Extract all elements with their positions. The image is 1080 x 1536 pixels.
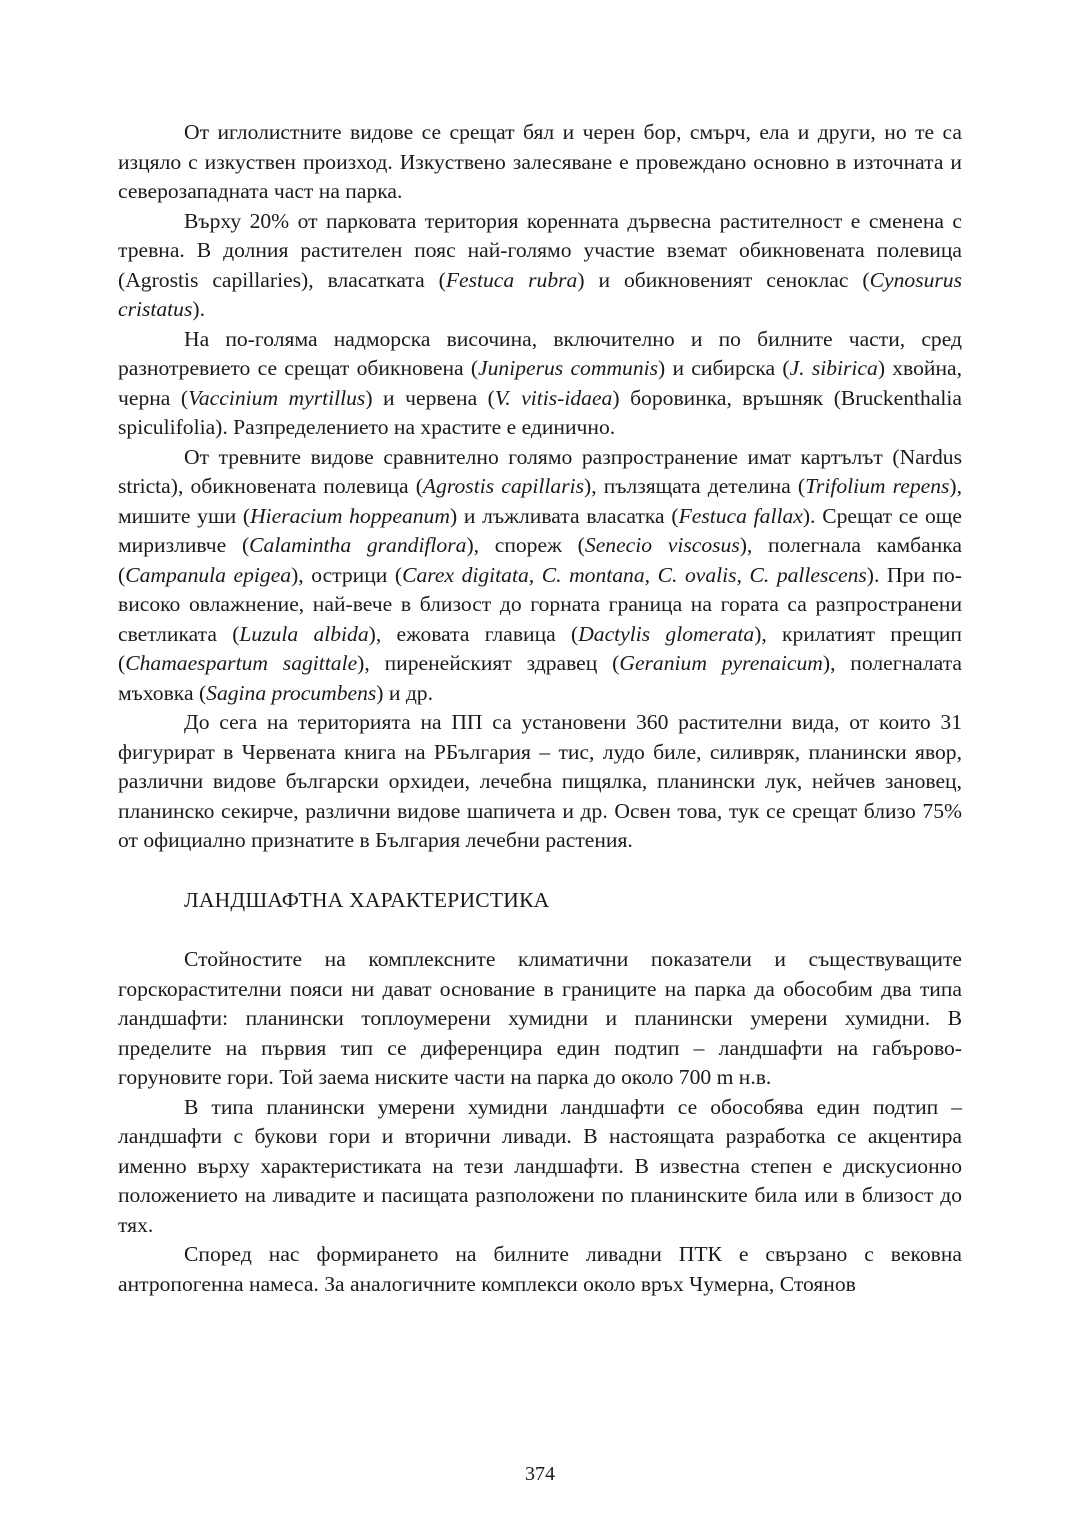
page-number: 374 [525, 1463, 555, 1485]
paragraph-shrubs: На по-голяма надморска височина, включително и по билните части, сред разнотревието се срещат обикновена (Juniperus communis) и сибирска (J. sibirica) хвойна, черна (Vaccinium myrtillus) и червена (V. vitis-idaea) боровинка, връшняк (Bruckenthalia spiculifolia). Разпределението на храстите е единично. [118, 326, 963, 439]
paragraph-anthropogenic: Според нас формирането на билните ливадни ПТК е свързано с вековна антропогенна намеса. За аналогичните комплекси около връх Чумерна, Стоянов [118, 1242, 962, 1296]
paragraph-landscape-types: Стойностите на комплексните климатични показатели и съществуващите горскорастителни пояси ни дават основание в границите на парка да обособим два типа ландшафти: планински топлоумерени хумидни и планински умерени хумидни. В пределите на първия тип се диференцира един подтип – ландшафти на габърово-горуновите гори. Той заема ниските части на парка до около 700 m н.в. [118, 947, 962, 1089]
paragraph-red-book: До сега на територията на ПП са установени 360 растителни вида, от които 31 фигурират в Червената книга на РБългария – тис, лудо биле, силивряк, планински явор, различни видове български орхидеи, лечебна пищялка, планински лук, нейчев зановец, планинско секирче, различни видове шапичета и др. Освен това, тук се срещат близо 75% от официално признатите в България лечебни растения. [118, 710, 962, 852]
paragraph-beech-landscapes: В типа планински умерени хумидни ландшафти се обособява един подтип – ландшафти с букови гори и вторични ливади. В настоящата разработка се акцентира именно върху характеристиката на тези ландшафти. В известна степен е дискусионно положението на ливадите и пасищата разположени по планинските била или в близост до тях. [118, 1094, 962, 1237]
paragraph-conifers: От иглолистните видове се срещат бял и черен бор, смърч, ела и други, но те са изцяло с изкуствен произход. Изкуствено залесяване е провеждано основно в източната и северозападната част на парка. [118, 120, 962, 203]
document-page [118, 118, 962, 1299]
section-heading: ЛАНДШАФТНА ХАРАКТЕРИСТИКА [184, 887, 550, 912]
paragraph-grassland: Върху 20% от парковата територия коренната дървесна растителност е сменена с тревна. В долния растителен пояс най-голямо участие вземат обикновената полевица (Agrostis capillaries), власатката (Festuca rubra) и обикновеният сеноклас (Cynosurus cristatus). [118, 208, 963, 321]
paragraph-grass-species: От тревните видове сравнително голямо разпространение имат картълът (Nardus stricta), обикновената полевица (Agrostis capillaris), пълзящата детелина (Trifolium repens), мишите уши (Hieracium hoppeanum) и лъжливата власатка (Festuca fallax). Срещат се още миризливче (Calamintha grandiflora), спореж (Senecio viscosus), полегнала камбанка (Campanula epigea), острици (Carex digitata, C. montana, C. ovalis, C. pallescens). При по-високо овлажнение, най-вече в близост до горната граница на гората са разпространени светликата (Luzula albida), ежовата главица (Dactylis glomerata), крилатият прещип (Chamaespartum sagittale), пиренейският здравец (Geranium pyrenaicum), полегналата мъховка (Sagina procumbens) и др. [118, 444, 962, 705]
